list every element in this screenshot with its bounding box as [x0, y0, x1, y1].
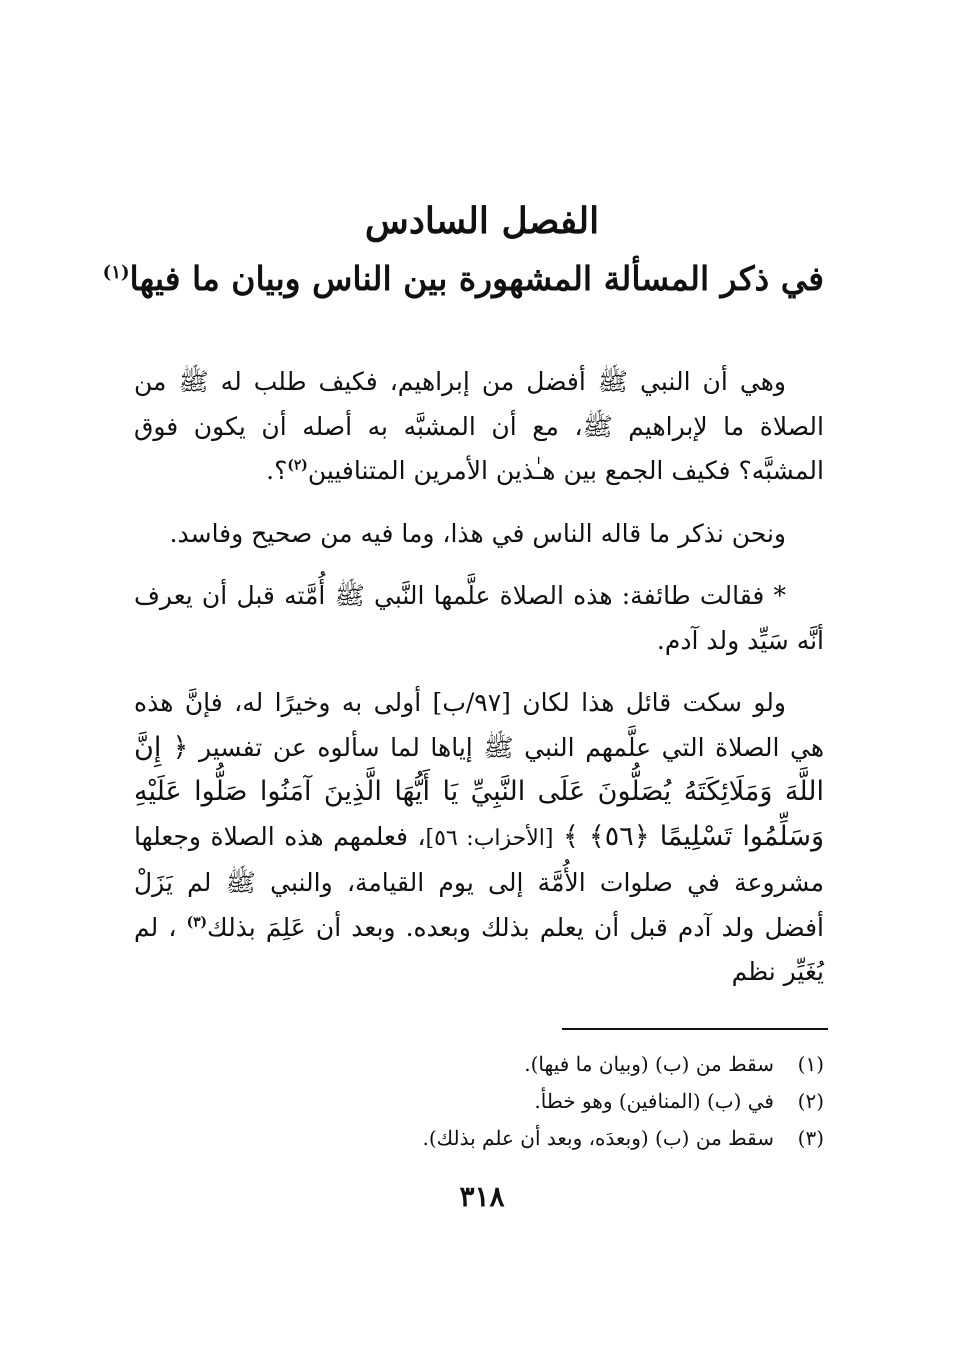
footnote-2 — [300, 1083, 824, 1120]
footnote-text: في (ب) (المنافين) وهو خطأ. — [534, 1089, 774, 1113]
paragraph-4-tail: ، لم يُغَيِّر نظم — [134, 912, 824, 986]
footnote-3 — [300, 1120, 824, 1157]
paragraph-1-text: وهي أن النبي ﷺ أفضل من إبراهيم، فكيف طلب له ﷺ من الصلاة ما لإبراهيم ﷺ، مع أن المشبَّه به أصله أن يكون فوق المشبَّه؟ فكيف الجمع بين هـٰذين الأمرين المتنافيين — [134, 367, 824, 485]
footnotes — [300, 1046, 824, 1157]
footnote-text: سقط من (ب) (وبيان ما فيها). — [524, 1052, 774, 1076]
footnote-separator — [562, 1028, 828, 1030]
footnote-1 — [300, 1046, 824, 1083]
footnote-number: (٢) — [797, 1089, 824, 1113]
footnote-ref-2: (٢) — [287, 457, 308, 474]
chapter-subtitle — [102, 254, 824, 304]
page-number: ٣١٨ — [459, 1180, 505, 1213]
main-text — [134, 360, 824, 1013]
footnote-ref-1: (١) — [102, 262, 130, 283]
verse-citation: [الأحزاب: ٥٦] — [425, 825, 554, 851]
footnote-text: سقط من (ب) (وبعدَه، وبعد أن علم بذلك). — [422, 1126, 774, 1150]
paragraph-2 — [134, 512, 824, 557]
quran-verse: ﴿ إِنَّ اللَّهَ وَمَلَائِكَتَهُ يُصَلُّونَ عَلَى النَّبِيِّ يَا أَيُّهَا الَّذِينَ آمَنُوا صَلُّوا عَلَيْهِ وَسَلِّمُوا تَسْلِيمًا ﴿٥٦﴾ ﴾ — [134, 731, 824, 852]
paragraph-2-text: ونحن نذكر ما قاله الناس في هذا، وما فيه من صحيح وفاسد. — [169, 518, 786, 548]
footnote-ref-3: (٣) — [186, 914, 207, 931]
paragraph-3 — [134, 574, 824, 663]
footnote-number: (٣) — [797, 1126, 824, 1150]
paragraph-4 — [134, 681, 824, 995]
paragraph-1 — [134, 360, 824, 494]
paragraph-1-tail: ؟. — [266, 456, 288, 485]
footnote-number: (١) — [797, 1052, 824, 1076]
paragraph-4-text-a: ولو سكت قائل هذا لكان [٩٧/ب] أولى به وخيرًا له، فإنَّ هذه هي الصلاة التي علَّمهم النبي ﷺ إياها لما سألوه عن تفسير — [134, 688, 825, 762]
chapter-title: الفصل السادس — [364, 200, 600, 242]
paragraph-3-text: * فقالت طائفة: هذه الصلاة علَّمها النَّبي ﷺ أُمَّته قبل أن يعرف أنَّه سَيِّد ولد آدم. — [134, 581, 824, 655]
chapter-subtitle-text: في ذكر المسألة المشهورة بين الناس وبيان ما فيها — [129, 259, 824, 298]
paragraph-4-text-b: ، فعلمهم هذه الصلاة وجعلها مشروعة في صلوات الأُمَّة إلى يوم القيامة، والنبي ﷺ لم يَزَلْ أفضل ولد آدم قبل أن يعلم بذلك وبعده. وبعد أن عَلِمَ بذلك — [134, 821, 825, 942]
